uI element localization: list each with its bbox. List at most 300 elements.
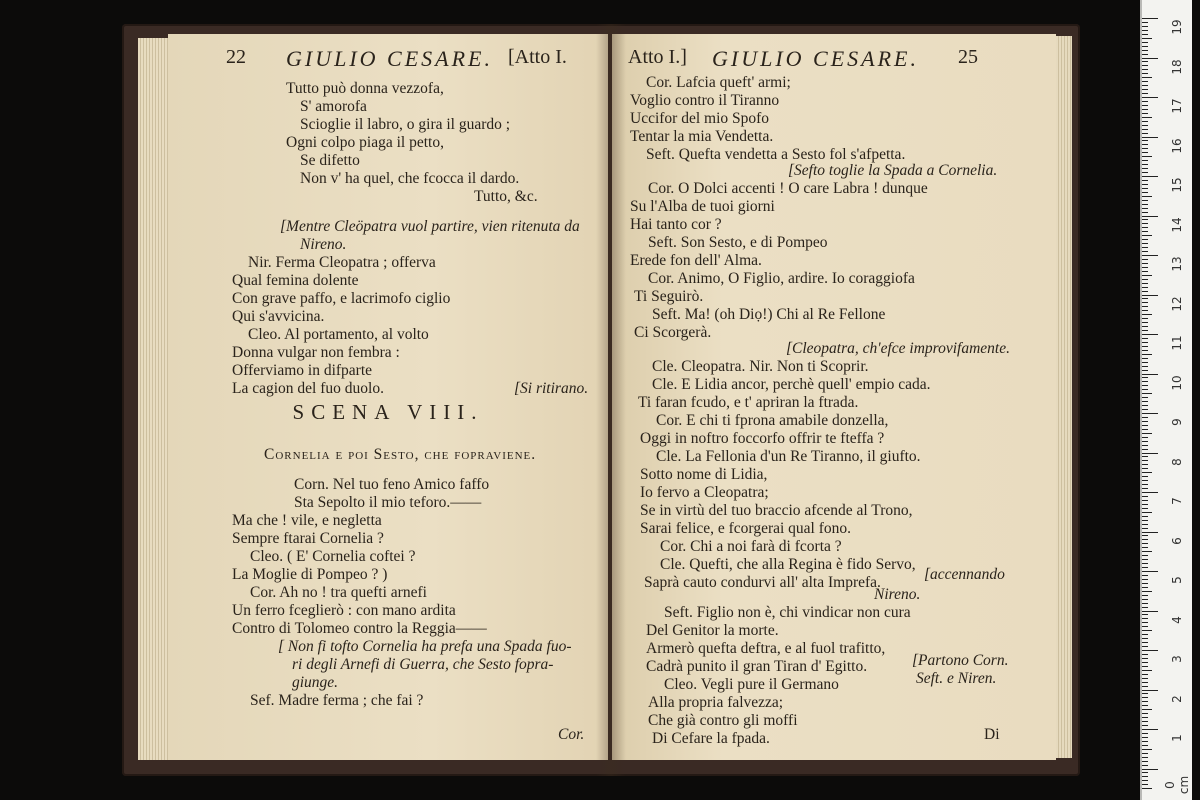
ruler-tick [1142,674,1148,675]
ruler-tick [1142,144,1148,145]
ruler-tick [1142,433,1152,434]
ruler-tick [1142,445,1148,446]
text-line: Cornelia e poi Sesto, che fopraviene. [264,446,537,463]
ruler-tick [1142,717,1148,718]
ruler-tick [1142,334,1158,335]
text-line: ri degli Arnefi di Guerra, che Sesto fopra- [292,656,554,673]
ruler-tick [1142,705,1148,706]
text-line: Se difetto [300,152,360,169]
ruler-label: 15 [1170,177,1184,193]
ruler-tick [1142,690,1158,691]
text-line: Seft. Ma! (oh Diọ!) Chi al Re Fellone [652,306,886,323]
ruler-tick [1142,283,1148,284]
ruler-tick [1142,721,1148,722]
text-line: [Cleopatra, ch'efce improvifamente. [786,340,1010,357]
text-line: Cle. La Fellonia d'un Re Tiranno, il giufto. [656,448,921,465]
ruler-tick [1142,247,1148,248]
ruler-tick [1142,73,1148,74]
text-line: Con grave paffo, e lacrimofo ciglio [232,290,451,307]
ruler-tick [1142,697,1148,698]
text-line: Seft. Figlio non è, chi vindicar non cura [664,604,911,621]
text-line: Uccifor del mio Spofo [630,110,770,127]
ruler-tick [1142,650,1158,651]
ruler-tick [1142,287,1148,288]
ruler-tick [1142,46,1148,47]
running-title: GIULIO CESARE. [286,46,493,71]
ruler-tick [1142,129,1148,130]
text-line: La Moglie di Pompeo ? ) [232,566,388,583]
ruler-tick [1142,571,1158,572]
ruler-tick [1142,385,1148,386]
ruler-tick [1142,769,1158,770]
ruler-tick [1142,591,1152,592]
text-line: Cleo. Vegli pure il Germano [664,676,839,693]
ruler-label: 2 [1170,694,1184,703]
right-page-header [612,46,1056,76]
ruler-tick [1142,453,1158,454]
ruler-tick [1142,275,1152,276]
ruler-tick [1142,409,1148,410]
ruler-tick [1142,156,1152,157]
ruler-tick [1142,310,1148,311]
ruler-tick [1142,765,1148,766]
page-number: 22 [226,46,246,68]
ruler-tick [1142,686,1148,687]
text-line: Cor. Ah no ! tra quefti arnefi [250,584,427,601]
ruler-tick [1142,200,1148,201]
ruler-label: 16 [1170,137,1184,154]
text-line: Alla propria falvezza; [648,694,784,711]
text-line: [Mentre Cleöpatra vuol partire, vien ritenuta da [280,218,580,235]
ruler-tick [1142,535,1148,536]
ruler-label: 10 [1170,374,1184,391]
running-title: GIULIO CESARE. [712,46,919,71]
ruler-tick [1142,595,1148,596]
ruler-tick [1142,784,1148,785]
text-line: Su l'Alba de tuoi giorni [630,198,775,215]
ruler-tick [1142,113,1148,114]
ruler-tick [1142,512,1152,513]
ruler-tick [1142,121,1148,122]
book-gutter [596,24,626,776]
text-line: Ma che ! vile, e negletta [232,512,382,529]
text-line: Voglio contro il Tiranno [630,92,780,109]
ruler-tick [1142,437,1148,438]
ruler-tick [1142,504,1148,505]
text-line: Se in virtù del tuo braccio afcende al Trono, [640,502,913,519]
text-line: Io fervo a Cleopatra; [640,484,769,501]
ruler-tick [1142,603,1148,604]
ruler-tick [1142,255,1158,256]
ruler-tick [1142,54,1148,55]
ruler-tick [1142,69,1148,70]
text-line: Armerò quefta deftra, e al fuol trafitto, [646,640,886,657]
text-line: Che già contro gli moffi [648,712,798,729]
act-label: [Atto I. [508,46,567,68]
ruler-tick [1142,212,1148,213]
ruler-label: 3 [1170,655,1184,663]
text-line: Seft. Son Sesto, e di Pompeo [648,234,828,251]
ruler-tick [1142,524,1148,525]
ruler-tick [1142,208,1148,209]
ruler-tick [1142,642,1148,643]
ruler-tick [1142,725,1148,726]
ruler-label: 1 [1170,734,1184,742]
ruler-tick [1142,520,1148,521]
text-line: Un ferro fceglierò : con mano ardita [232,602,456,619]
text-line: La cagion del fuo duolo. [232,380,384,397]
ruler-tick [1142,318,1148,319]
ruler-tick [1142,219,1148,220]
ruler-tick [1142,192,1148,193]
ruler-tick [1142,733,1148,734]
ruler-tick [1142,611,1158,612]
text-line: Tutto, &c. [474,188,538,205]
text-line: Erede fon dell' Alma. [630,252,762,269]
text-line: Sotto nome di Lidia, [640,466,768,483]
ruler-tick [1142,496,1148,497]
ruler-label: 0 cm [1163,775,1191,794]
ruler-tick [1142,547,1148,548]
ruler-tick [1142,231,1148,232]
ruler-tick [1142,429,1148,430]
ruler-tick [1142,133,1148,134]
left-page [168,34,608,760]
text-line: Del Genitor la morte. [646,622,779,639]
ruler-label: 6 [1170,536,1184,545]
ruler-tick [1142,243,1148,244]
ruler-tick [1142,291,1148,292]
ruler-tick [1142,77,1152,78]
ruler-tick [1142,358,1148,359]
ruler-tick [1142,614,1148,615]
text-line: Cadrà punito il gran Tiran d' Egitto. [646,658,868,675]
text-line: Ogni colpo piaga il petto, [286,134,444,151]
ruler-tick [1142,137,1158,138]
ruler-tick [1142,543,1148,544]
page-number: 25 [958,46,978,68]
ruler-label: 14 [1170,216,1184,233]
ruler-tick [1142,172,1148,173]
text-line: Nireno. [300,236,347,253]
ruler-tick [1142,374,1158,375]
ruler-tick [1142,50,1148,51]
text-line: Cleo. ( E' Cornelia coftei ? [250,548,416,565]
ruler-tick [1142,622,1148,623]
ruler-tick [1142,263,1148,264]
ruler-tick [1142,30,1148,31]
ruler-tick [1142,630,1152,631]
ruler-tick [1142,314,1152,315]
ruler-tick [1142,539,1148,540]
text-line: S' amorofa [300,98,367,115]
ruler-label: 19 [1170,19,1184,35]
ruler-label: 12 [1170,295,1184,312]
ruler-tick [1142,646,1148,647]
ruler-tick [1142,772,1148,773]
ruler-tick [1142,599,1148,600]
text-line: Di [984,726,1000,743]
ruler-tick [1142,176,1158,177]
ruler-tick [1142,693,1148,694]
ruler-tick [1142,306,1148,307]
ruler-tick [1142,405,1148,406]
ruler-tick [1142,500,1148,501]
ruler-tick [1142,563,1148,564]
ruler-tick [1142,295,1158,296]
ruler-tick [1142,38,1152,39]
left-page-header [168,46,608,76]
ruler-tick [1142,555,1148,556]
text-line: Di Cefare la fpada. [652,730,770,747]
ruler-tick [1142,670,1152,671]
ruler-tick [1142,65,1148,66]
ruler-tick [1142,34,1148,35]
text-line: [Partono Corn. [912,652,1009,669]
ruler-tick [1142,326,1148,327]
ruler-tick [1142,638,1148,639]
ruler-tick [1142,753,1148,754]
ruler-tick [1142,788,1152,789]
text-line: Scioglie il labro, o gira il guardo ; [300,116,511,133]
text-line: [accennando [924,566,1005,583]
ruler-tick [1142,421,1148,422]
text-line: Qui s'avvicina. [232,308,325,325]
text-line: Cleo. Al portamento, al volto [248,326,429,343]
text-line: Non v' ha quel, che fcocca il dardo. [300,170,520,187]
ruler-tick [1142,366,1148,367]
ruler-tick [1142,682,1148,683]
ruler-tick [1142,441,1148,442]
ruler-tick [1142,184,1148,185]
ruler-tick [1142,26,1148,27]
ruler-tick [1142,634,1148,635]
ruler-tick [1142,468,1148,469]
ruler-tick [1142,105,1148,106]
ruler-tick [1142,140,1148,141]
text-line: Cle. Cleopatra. Nir. Non ti Scoprir. [652,358,869,375]
ruler-tick [1142,532,1158,533]
ruler-tick [1142,745,1148,746]
text-line: Cle. Quefti, che alla Regina è fido Servo, [660,556,916,573]
ruler-tick [1142,164,1148,165]
text-line: Cle. E Lidia ancor, perchè quell' empio cada. [652,376,931,393]
ruler-label: 4 [1170,615,1184,624]
ruler-tick [1142,354,1152,355]
ruler-tick [1142,97,1158,98]
ruler-label: 5 [1170,576,1184,584]
text-line: [Si ritirano. [514,380,589,397]
ruler-tick [1142,397,1148,398]
ruler-tick [1142,492,1158,493]
ruler-tick [1142,279,1148,280]
ruler-label: 17 [1170,98,1184,114]
text-line: Offerviamo in difparte [232,362,373,379]
text-line: Ci Scorgerà. [634,324,712,341]
ruler-tick [1142,89,1148,90]
ruler-tick [1142,117,1152,118]
ruler-tick [1142,449,1148,450]
ruler-label: 18 [1170,58,1184,75]
ruler-tick [1142,757,1148,758]
ruler-tick [1142,216,1158,217]
ruler-tick [1142,93,1148,94]
text-line: giunge. [292,674,339,691]
ruler-tick [1142,168,1148,169]
ruler-tick [1142,618,1148,619]
ruler-tick [1142,18,1158,19]
text-line: Seft. e Niren. [916,670,997,687]
measuring-ruler [1140,0,1192,800]
ruler-tick [1142,516,1148,517]
ruler-tick [1142,401,1148,402]
ruler-tick [1142,160,1148,161]
ruler-tick [1142,456,1148,457]
text-line: Ti Seguirò. [634,288,704,305]
scene-heading: SCENA VIII. [292,400,484,424]
text-line: Cor. Lafcia queft' armi; [646,74,791,91]
ruler-tick [1142,654,1148,655]
ruler-tick [1142,271,1148,272]
ruler-tick [1142,713,1148,714]
ruler-tick [1142,666,1148,667]
ruler-tick [1142,389,1148,390]
text-line: Oggi in noftro foccorfo offrir te fteffa ? [640,430,885,447]
ruler-tick [1142,528,1148,529]
ruler-label: 7 [1170,497,1184,505]
right-page [612,34,1056,760]
ruler-tick [1142,567,1148,568]
text-line: Tentar la mia Vendetta. [630,128,774,145]
text-line: Cor. E chi ti fprona amabile donzella, [656,412,889,429]
text-line: Qual femina dolente [232,272,359,289]
ruler-tick [1142,480,1148,481]
ruler-tick [1142,370,1148,371]
ruler-tick [1142,227,1148,228]
text-line: Contro di Tolomeo contro la Reggia—— [232,620,487,637]
ruler-tick [1142,662,1148,663]
ruler-tick [1142,61,1148,62]
ruler-tick [1142,729,1158,730]
text-line: Hai tanto cor ? [630,216,722,233]
ruler-tick [1142,152,1148,153]
ruler-tick [1142,251,1148,252]
ruler-tick [1142,239,1148,240]
ruler-tick [1142,22,1148,23]
ruler-tick [1142,109,1148,110]
ruler-tick [1142,413,1158,414]
ruler-tick [1142,223,1148,224]
ruler-tick [1142,235,1152,236]
ruler-tick [1142,780,1148,781]
ruler-tick [1142,488,1148,489]
ruler-tick [1142,476,1148,477]
ruler-tick [1142,350,1148,351]
ruler-tick [1142,579,1148,580]
ruler-tick [1142,559,1148,560]
ruler-tick [1142,701,1148,702]
ruler-label: 13 [1170,256,1184,272]
ruler-tick [1142,587,1148,588]
text-line: [Sefto toglie la Spada a Cornelia. [788,162,998,179]
ruler-tick [1142,626,1148,627]
ruler-tick [1142,607,1148,608]
ruler-tick [1142,267,1148,268]
ruler-tick [1142,658,1148,659]
ruler-tick [1142,322,1148,323]
ruler-tick [1142,678,1148,679]
text-line: Nireno. [874,586,921,603]
ruler-tick [1142,417,1148,418]
ruler-tick [1142,381,1148,382]
text-line: Seft. Quefta vendetta a Sesto fol s'afpetta. [646,146,906,163]
text-line: Donna vulgar non fembra : [232,344,400,361]
ruler-tick [1142,298,1148,299]
text-line: Cor. Animo, O Figlio, ardire. Io coraggiofa [648,270,915,287]
ruler-tick [1142,101,1148,102]
ruler-tick [1142,125,1148,126]
ruler-tick [1142,484,1148,485]
ruler-tick [1142,709,1152,710]
ruler-tick [1142,551,1152,552]
ruler-tick [1142,472,1152,473]
ruler-tick [1142,85,1148,86]
text-line: Sta Sepolto il mio teforo.—— [294,494,482,511]
text-line: Saprà cauto condurvi all' alta Imprefa. [644,574,881,591]
act-label: Atto I.] [628,46,687,68]
ruler-tick [1142,188,1148,189]
ruler-tick [1142,393,1152,394]
text-line: Ti faran fcudo, e t' apriran la ftrada. [638,394,859,411]
ruler-tick [1142,575,1148,576]
ruler-tick [1142,761,1148,762]
ruler-label: 11 [1170,335,1184,351]
text-line: Cor. [558,726,585,743]
ruler-tick [1142,508,1148,509]
ruler-tick [1142,204,1148,205]
text-line: Cor. Chi a noi farà di fcorta ? [660,538,842,555]
text-line: Sef. Madre ferma ; che fai ? [250,692,424,709]
ruler-tick [1142,776,1148,777]
text-line: Tutto può donna vezzofa, [286,80,444,97]
ruler-tick [1142,302,1148,303]
ruler-tick [1142,737,1148,738]
ruler-tick [1142,81,1148,82]
ruler-tick [1142,338,1148,339]
ruler-label: 8 [1170,457,1184,466]
ruler-tick [1142,148,1148,149]
ruler-tick [1142,377,1148,378]
text-line: Corn. Nel tuo feno Amico faffo [294,476,490,493]
ruler-tick [1142,42,1148,43]
ruler-tick [1142,342,1148,343]
ruler-tick [1142,583,1148,584]
ruler-tick [1142,346,1148,347]
ruler-tick [1142,330,1148,331]
ruler-tick [1142,180,1148,181]
ruler-tick [1142,196,1152,197]
ruler-tick [1142,460,1148,461]
ruler-tick [1142,749,1152,750]
text-line: Cor. O Dolci accenti ! O care Labra ! dunque [648,180,928,197]
text-line: Sempre ftarai Cornelia ? [232,530,384,547]
ruler-tick [1142,58,1158,59]
ruler-tick [1142,259,1148,260]
ruler-label: 9 [1170,418,1184,426]
text-line: Sarai felice, e fcorgerai qual fono. [640,520,852,537]
text-line: [ Non fi tofto Cornelia ha prefa una Spada fuo- [278,638,572,655]
ruler-tick [1142,362,1148,363]
